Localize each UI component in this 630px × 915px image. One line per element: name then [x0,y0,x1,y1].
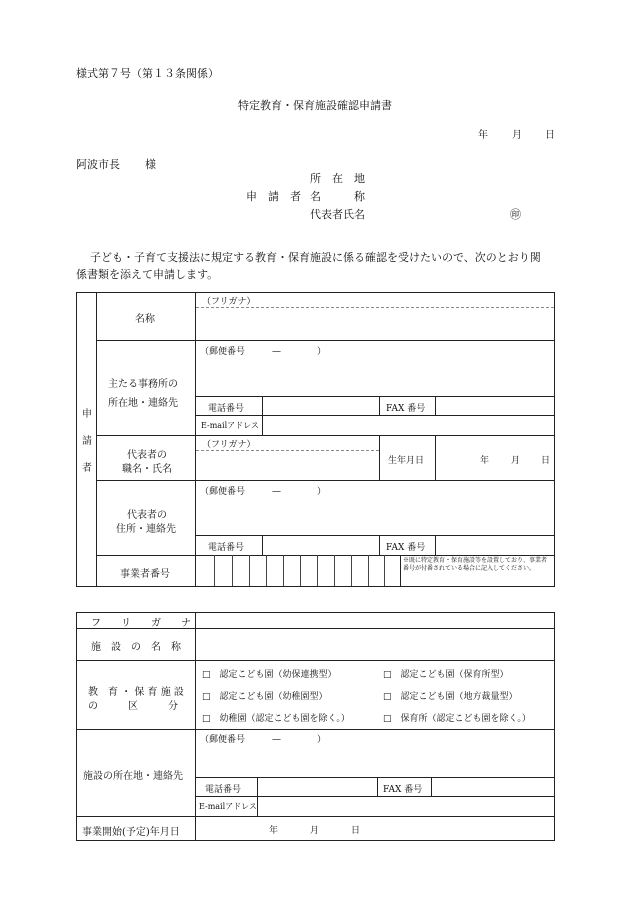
category-option-yochien[interactable]: □ 幼稚園（認定こども園を除く。） [202,714,350,724]
office-label-line-2: 所在地・連絡先 [108,398,178,409]
category-option-yochien-type[interactable]: □ 認定こども園（幼稚園型） [202,692,328,702]
office-postal-label: （郵便番号 — ） [200,347,327,357]
seal-mark: ㊞ [510,208,521,221]
facility-furigana-label: フ リ ガ ナ [91,618,191,629]
rep-postal-label: （郵便番号 — ） [200,487,327,497]
business-number-label: 事業者番号 [120,569,170,580]
category-option-chiho[interactable]: □ 認定こども園（地方裁量型） [383,692,518,702]
office-label-line-1: 主たる事務所の [108,379,178,390]
name-row-label: 名称 [135,314,155,325]
birth-date-label: 生年月日 [388,456,425,466]
rep-furigana-label: （フリガナ） [202,440,256,450]
date-month: 月 [512,130,522,141]
office-fax-input[interactable] [437,397,553,414]
rep-tel-input[interactable] [264,536,378,554]
category-option-hoikusho[interactable]: □ 保育所（認定こども園を除く。） [383,714,531,724]
business-number-input[interactable] [197,556,399,585]
birth-month-label: 月 [511,456,521,466]
facility-category-label-line-1: 教 育 ・ 保 育 施 設 [88,687,184,698]
category-option-yoho[interactable]: □ 認定こども園（幼保連携型） [202,670,337,680]
facility-category-label-line-2: の 区 分 [88,701,178,712]
representative-label: 代表者氏名 [310,208,365,221]
office-tel-label: 電話番号 [208,404,245,414]
addressee-honorific: 様 [145,158,156,171]
intro-line-2: 係書類を添えて申請します。 [76,268,219,281]
applicant-label: 申 請 者 [246,190,301,203]
facility-postal-label: （郵便番号 — ） [200,735,327,745]
office-email-label: E-mailアドレス [201,421,259,430]
side-label-char-3: 者 [82,463,92,474]
rep-label-line-2: 職名・氏名 [122,464,172,475]
form-title: 特定教育・保育施設確認申請書 [238,99,392,112]
business-number-note: ※既に特定教育・保育施設等を設置しており、事業者番号が付番されている場合に記入してください。 [403,557,548,572]
facility-furigana-input[interactable] [197,613,552,627]
addressee: 阿波市長 [76,158,120,171]
name-input[interactable] [197,309,552,338]
location-label: 所 在 地 [310,172,365,185]
rep-tel-label: 電話番号 [208,543,245,553]
intro-line-1: 子ども・子育て支援法に規定する教育・保育施設に係る確認を受けたいので、次のとおり関 [90,251,541,264]
facility-name-label: 施 設 の 名 称 [91,642,181,653]
birth-day-label: 日 [541,456,551,466]
facility-email-input[interactable] [259,798,553,815]
rep-address-input[interactable] [197,496,552,534]
rep-address-label-line-1: 代表者の [127,510,167,521]
rep-address-label-line-2: 住所・連絡先 [116,524,176,535]
office-fax-label: FAX 番号 [386,404,426,414]
facility-fax-label: FAX 番号 [383,785,423,795]
rep-fax-label: FAX 番号 [386,543,426,553]
facility-tel-input[interactable] [259,778,376,795]
date-year: 年 [478,130,488,141]
facility-location-label: 施設の所在地・連絡先 [83,771,183,782]
side-label-char-2: 請 [82,436,92,447]
start-day-label: 日 [351,826,361,836]
facility-name-input[interactable] [197,629,552,659]
office-address-input[interactable] [197,356,552,394]
side-label-char-1: 申 [82,409,92,420]
rep-fax-input[interactable] [437,536,553,554]
date-day: 日 [545,130,555,141]
office-email-input[interactable] [264,417,553,434]
office-tel-input[interactable] [264,397,378,414]
facility-fax-input[interactable] [433,778,553,795]
rep-name-input[interactable] [197,452,378,479]
start-month-label: 月 [310,826,320,836]
facility-email-label: E-mailアドレス [199,802,257,811]
start-date-label: 事業開始(予定)年月日 [82,827,180,838]
category-option-hoikusho-type[interactable]: □ 認定こども園（保育所型） [383,670,509,680]
facility-address-input[interactable] [197,744,552,776]
name-label: 名 称 [310,190,365,203]
rep-label-line-1: 代表者の [127,450,167,461]
facility-tel-label: 電話番号 [205,785,242,795]
name-furigana-label: （フリガナ） [202,297,256,307]
start-year-label: 年 [269,826,279,836]
birth-year-label: 年 [480,456,490,466]
form-number: 様式第７号（第１３条関係） [76,67,219,80]
